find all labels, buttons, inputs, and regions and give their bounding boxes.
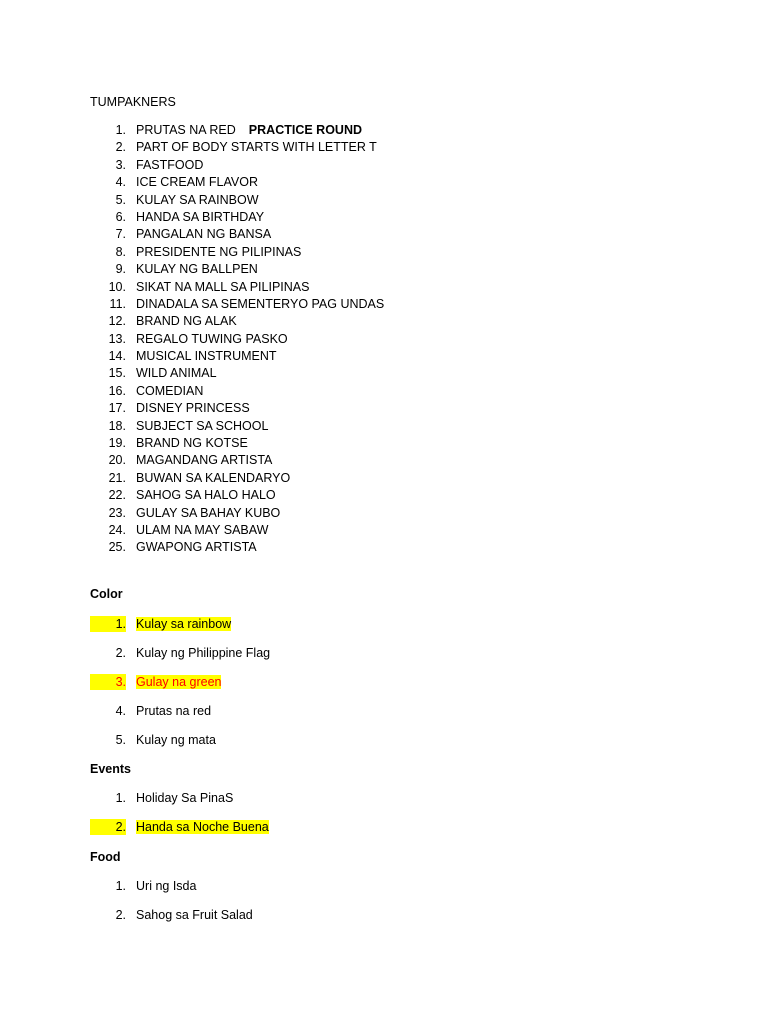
list-number: 20. bbox=[108, 453, 126, 468]
list-item-text: SAHOG SA HALO HALO bbox=[136, 488, 276, 503]
list-item-text: HANDA SA BIRTHDAY bbox=[136, 209, 265, 224]
list-number: 2. bbox=[90, 819, 126, 835]
list-number: 5. bbox=[115, 192, 126, 207]
list-number: 22. bbox=[108, 488, 126, 503]
list-item bbox=[90, 522, 384, 539]
list-item bbox=[90, 487, 384, 504]
list-item-text: MAGANDANG ARTISTA bbox=[136, 453, 273, 468]
list-number: 7. bbox=[115, 227, 126, 242]
list-item-text: GULAY SA BAHAY KUBO bbox=[136, 505, 281, 520]
events-list bbox=[90, 790, 269, 848]
list-item-text: REGALO TUWING PASKO bbox=[136, 331, 288, 346]
list-item-text: KULAY NG BALLPEN bbox=[136, 262, 258, 277]
list-item-text: PART OF BODY STARTS WITH LETTER T bbox=[136, 140, 377, 155]
list-item-text: ULAM NA MAY SABAW bbox=[136, 522, 269, 537]
list-item-text: KULAY SA RAINBOW bbox=[136, 192, 259, 207]
list-item bbox=[90, 209, 384, 226]
list-item bbox=[90, 907, 253, 936]
list-number: 2. bbox=[115, 646, 126, 660]
list-item-text: ICE CREAM FLAVOR bbox=[136, 175, 259, 190]
list-number: 4. bbox=[115, 175, 126, 190]
main-numbered-list bbox=[90, 122, 384, 557]
list-number: 1. bbox=[115, 879, 126, 893]
document-title: TUMPAKNERS bbox=[90, 95, 176, 109]
list-number: 2. bbox=[115, 140, 126, 155]
list-item bbox=[90, 878, 253, 907]
list-item-text: Kulay sa rainbow bbox=[136, 617, 232, 631]
list-number: 10. bbox=[108, 279, 126, 294]
list-number: 24. bbox=[108, 522, 126, 537]
list-number: 9. bbox=[115, 262, 126, 277]
list-item bbox=[90, 313, 384, 330]
section-title-food: Food bbox=[90, 850, 121, 864]
list-number: 14. bbox=[108, 349, 126, 364]
list-item-text: Gulay na green bbox=[136, 675, 222, 689]
list-number: 1. bbox=[115, 123, 126, 137]
list-item bbox=[90, 703, 270, 732]
list-item bbox=[90, 819, 269, 848]
section-title-color: Color bbox=[90, 587, 123, 601]
list-item-text: BRAND NG KOTSE bbox=[136, 436, 248, 451]
list-item bbox=[90, 192, 384, 209]
list-item bbox=[90, 400, 384, 417]
list-number: 4. bbox=[115, 704, 126, 718]
food-list bbox=[90, 878, 253, 936]
list-number: 1. bbox=[90, 616, 126, 632]
list-item-text: SIKAT NA MALL SA PILIPINAS bbox=[136, 279, 310, 294]
list-item-text: BUWAN SA KALENDARYO bbox=[136, 470, 291, 485]
list-number: 6. bbox=[115, 209, 126, 224]
list-item-text: PRUTAS NA RED bbox=[136, 123, 236, 137]
list-item bbox=[90, 539, 384, 556]
list-item-text: DISNEY PRINCESS bbox=[136, 401, 250, 416]
list-number: 11. bbox=[109, 296, 126, 311]
list-number: 17. bbox=[108, 401, 126, 416]
practice-round-label: PRACTICE ROUND bbox=[248, 123, 362, 137]
list-item bbox=[90, 174, 384, 191]
list-item bbox=[90, 732, 270, 761]
list-number: 1. bbox=[115, 791, 126, 805]
list-item-text: BRAND NG ALAK bbox=[136, 314, 237, 329]
list-item bbox=[90, 790, 269, 819]
list-number: 15. bbox=[108, 366, 126, 381]
list-item bbox=[90, 261, 384, 278]
list-item-text: Holiday Sa PinaS bbox=[136, 791, 234, 805]
list-item-text: Handa sa Noche Buena bbox=[136, 820, 269, 834]
list-item bbox=[90, 348, 384, 365]
list-item-text: GWAPONG ARTISTA bbox=[136, 540, 257, 555]
list-number: 3. bbox=[90, 674, 126, 690]
list-item bbox=[90, 645, 270, 674]
list-item-text: Kulay ng mata bbox=[136, 733, 216, 747]
list-item bbox=[90, 331, 384, 348]
list-item-text: SUBJECT SA SCHOOL bbox=[136, 418, 269, 433]
list-item bbox=[90, 674, 270, 703]
list-item bbox=[90, 296, 384, 313]
list-item bbox=[90, 383, 384, 400]
list-item-text: COMEDIAN bbox=[136, 383, 204, 398]
list-item bbox=[90, 470, 384, 487]
list-item-text: MUSICAL INSTRUMENT bbox=[136, 349, 277, 364]
list-item-text: DINADALA SA SEMENTERYO PAG UNDAS bbox=[136, 296, 385, 311]
list-number: 16. bbox=[108, 383, 126, 398]
list-item bbox=[90, 435, 384, 452]
list-item-text: FASTFOOD bbox=[136, 157, 204, 172]
list-number: 13. bbox=[108, 331, 126, 346]
list-number: 8. bbox=[115, 244, 126, 259]
list-item bbox=[90, 139, 384, 156]
list-number: 2. bbox=[115, 908, 126, 922]
list-number: 5. bbox=[115, 733, 126, 747]
list-number: 18. bbox=[108, 418, 126, 433]
list-number: 12. bbox=[108, 314, 126, 329]
list-number: 19. bbox=[108, 436, 126, 451]
list-item-text: Uri ng Isda bbox=[136, 879, 197, 893]
list-item-text: Kulay ng Philippine Flag bbox=[136, 646, 271, 660]
list-item bbox=[90, 226, 384, 243]
list-number: 25. bbox=[108, 540, 126, 555]
list-item bbox=[90, 122, 384, 139]
list-number: 3. bbox=[115, 157, 126, 172]
list-item-text: PANGALAN NG BANSA bbox=[136, 227, 272, 242]
list-item-text: Prutas na red bbox=[136, 704, 212, 718]
list-item bbox=[90, 365, 384, 382]
list-item bbox=[90, 616, 270, 645]
list-item bbox=[90, 418, 384, 435]
list-item bbox=[90, 452, 384, 469]
list-item-text: Sahog sa Fruit Salad bbox=[136, 908, 253, 922]
list-item bbox=[90, 505, 384, 522]
list-number: 23. bbox=[108, 505, 126, 520]
list-item-text: PRESIDENTE NG PILIPINAS bbox=[136, 244, 302, 259]
list-item-text: WILD ANIMAL bbox=[136, 366, 217, 381]
list-item bbox=[90, 157, 384, 174]
list-number: 21. bbox=[108, 470, 126, 485]
list-item bbox=[90, 244, 384, 261]
section-title-events: Events bbox=[90, 762, 131, 776]
list-item bbox=[90, 279, 384, 296]
color-list bbox=[90, 616, 270, 761]
